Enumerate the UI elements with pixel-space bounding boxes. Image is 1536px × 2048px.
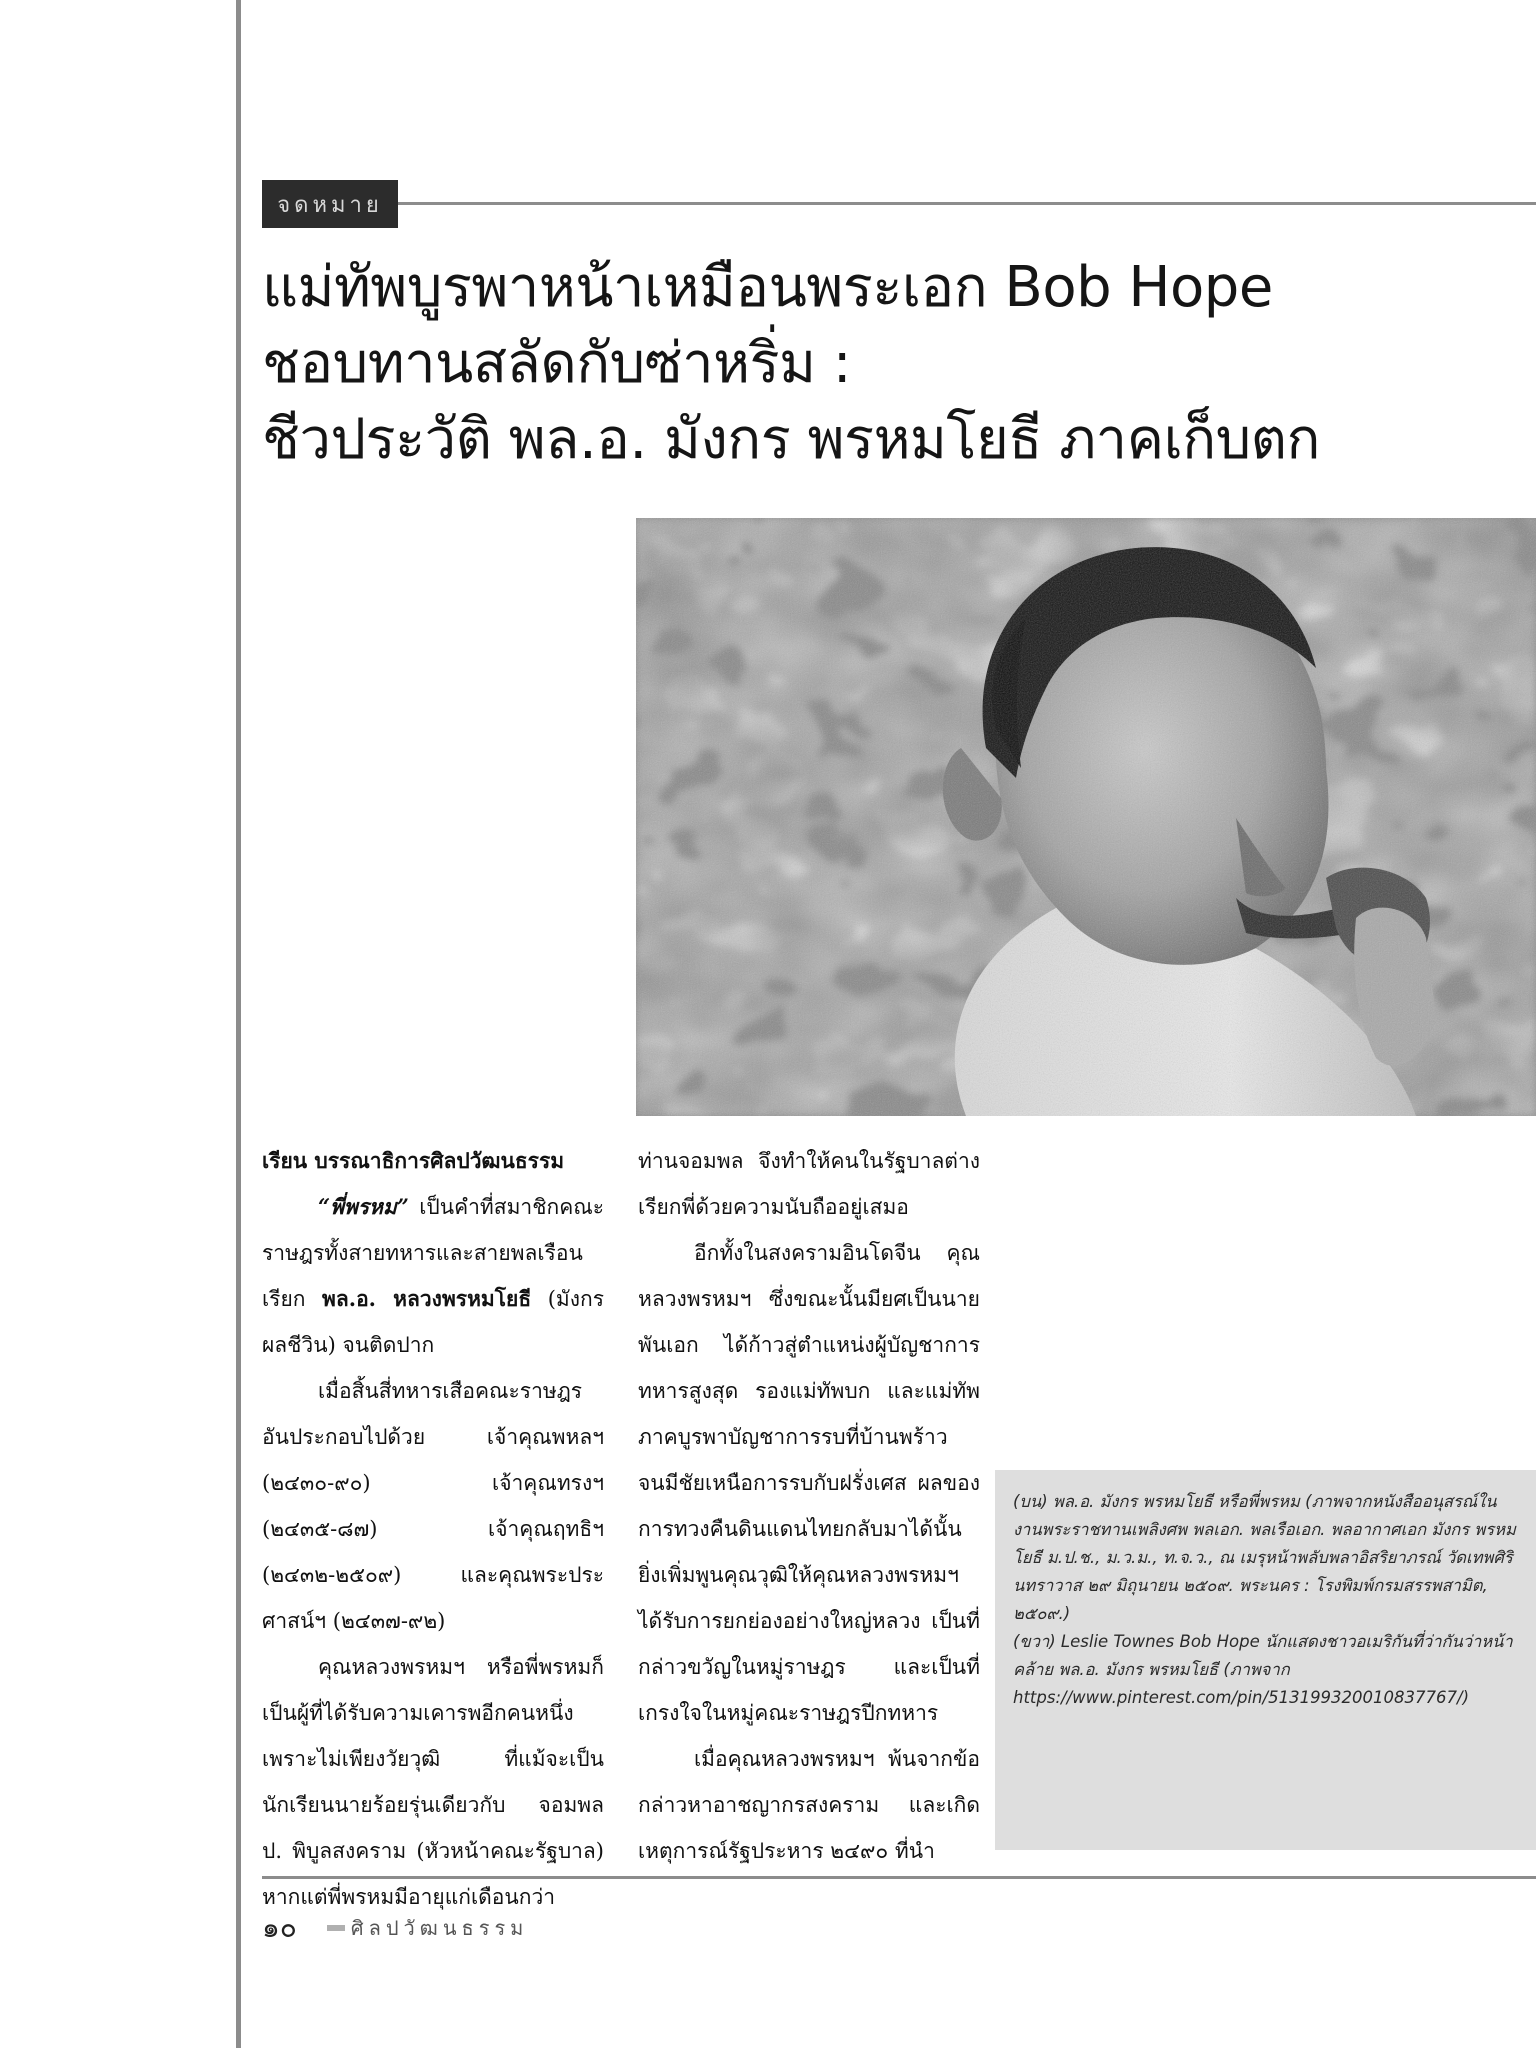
title-line-1: แม่ทัพบูรพาหน้าเหมือนพระเอก Bob Hope [262, 255, 1273, 320]
magazine-name: ศิลปวัฒนธรรม [350, 1916, 529, 1940]
footer-rule [262, 1876, 1536, 1879]
caption-top: (บน) พล.อ. มังกร พรหมโยธี หรือพี่พรหม (ภาพจากหนังสืออนุสรณ์ในงานพระราชทานเพลิงศพ พลเอก. พลเรือเอก. พลอากาศเอก มังกร พรหมโยธี ม.ป.ช., ม.ว.ม., ท.จ.ว., ณ เมรุหน้าพลับพลาอิสริยาภรณ์ วัดเทพศิรินทราวาส ๒๙ มิถุนายน ๒๕๐๙. พระนคร : โรงพิมพ์กรมสรรพสามิต, ๒๕๐๙.) [1013, 1492, 1516, 1623]
article-title [262, 250, 1442, 478]
paragraph: อีกทั้งในสงครามอินโดจีน คุณหลวงพรหมฯ ซึ่งขณะนั้นมียศเป็นนายพันเอก ได้ก้าวสู่ตำแหน่งผู้บัญชาการทหารสูงสุด รองแม่ทัพบก และแม่ทัพภาคบูรพาบัญชาการรบที่บ้านพร้าว จนมีชัยเหนือการรบกับฝรั่งเศส ผลของการทวงคืนดินแดนไทยกลับมาได้นั้นยิ่งเพิ่มพูนคุณวุฒิให้คุณหลวงพรหมฯ ได้รับการยกย่องอย่างใหญ่หลวง เป็นที่กล่าวขวัญในหมู่ราษฎร และเป็นที่เกรงใจในหมู่คณะราษฎรปีกทหาร [638, 1241, 980, 1725]
text-run: (มังกร ผลชีวิน) จนติดปาก [262, 1287, 604, 1357]
title-line-2: ชอบทานสลัดกับซ่าหริ่ม : [262, 331, 852, 396]
paragraph [262, 1184, 604, 1368]
paragraph: ท่านจอมพล จึงทำให้คนในรัฐบาลต่างเรียกพี่ด้วยความนับถืออยู่เสมอ [638, 1149, 980, 1219]
emphasis-quote: “พี่พรหม” [318, 1194, 409, 1219]
paragraph: เมื่อสิ้นสี่ทหารเสือคณะราษฎรอันประกอบไปด้วย เจ้าคุณพหลฯ (๒๔๓๐-๙๐) เจ้าคุณทรงฯ (๒๔๓๕-๘๗) เจ้าคุณฤทธิฯ (๒๔๓๒-๒๕๐๙) และคุณพระประศาสน์ฯ (๒๔๓๗-๙๒) [262, 1379, 604, 1633]
page-footer [262, 1908, 528, 1948]
photo-caption [995, 1470, 1536, 1850]
bold-name: พล.อ. หลวงพรหมโยธี [322, 1286, 532, 1311]
section-tag: จดหมาย [262, 180, 398, 228]
header-rule [262, 202, 1536, 205]
text-column-2 [638, 1138, 980, 1874]
paragraph: คุณหลวงพรหมฯ หรือพี่พรหมก็เป็นผู้ที่ได้รับความเคารพอีกคนหนึ่ง เพราะไม่เพียงวัยวุฒิ ที่แม้จะเป็นนักเรียนนายร้อยรุ่นเดียวกับ จอมพล ป. พิบูลสงคราม (หัวหน้าคณะรัฐบาล) หากแต่พี่พรหมมีอายุแก่เดือนกว่า [262, 1655, 604, 1909]
text-column-1 [262, 1138, 604, 1920]
bob-hope-photo [636, 518, 1536, 1116]
paragraph: เมื่อคุณหลวงพรหมฯ พ้นจากข้อกล่าวหาอาชญากรสงคราม และเกิดเหตุการณ์รัฐประหาร ๒๔๙๐ ที่นำ [638, 1747, 980, 1863]
caption-right: (ขวา) Leslie Townes Bob Hope นักแสดงชาวอเมริกันที่ว่ากันว่าหน้าคล้าย พล.อ. มังกร พรหมโยธี (ภาพจาก https://www.pinterest.com/pin/513199320010837767/) [1013, 1632, 1513, 1707]
footer-divider [327, 1925, 345, 1931]
text-run: เป็นคำที่สมาชิกคณะราษฎรทั้งสายทหารและสายพลเรือนเรียก [262, 1195, 604, 1311]
page-number: ๑๐ [262, 1911, 297, 1944]
left-vertical-rule [236, 0, 241, 2048]
title-line-3: ชีวประวัติ พล.อ. มังกร พรหมโยธี ภาคเก็บตก [262, 407, 1320, 472]
letter-salutation: เรียน บรรณาธิการศิลปวัฒนธรรม [262, 1148, 565, 1173]
